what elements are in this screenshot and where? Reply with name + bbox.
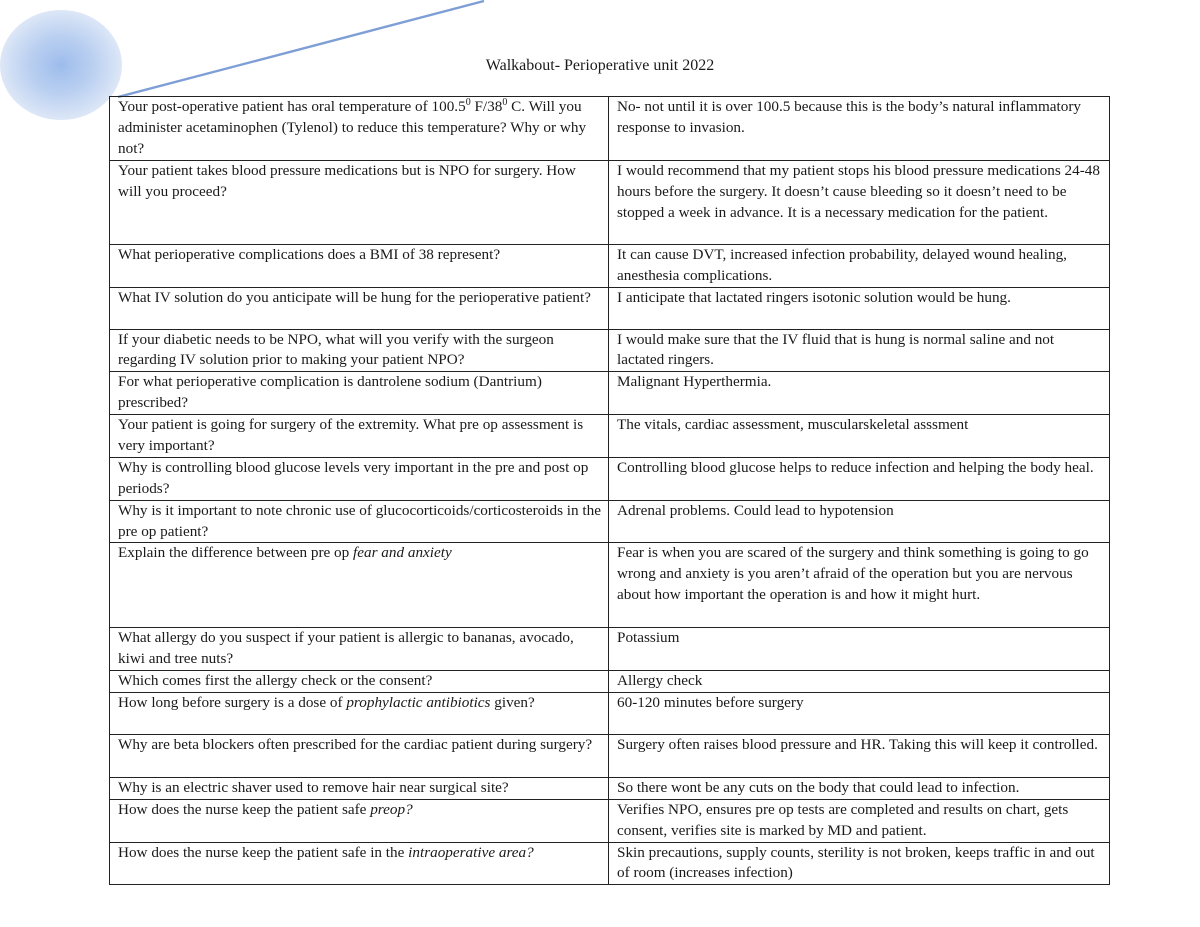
table-row (110, 161, 1110, 245)
table-row (110, 842, 1110, 885)
table-row (110, 671, 1110, 693)
table-row (110, 287, 1110, 329)
question-cell: How does the nurse keep the patient safe preop? (110, 799, 609, 842)
question-cell: Which comes first the allergy check or the consent? (110, 671, 609, 693)
answer-cell: It can cause DVT, increased infection probability, delayed wound healing, anesthesia complications. (609, 245, 1110, 288)
answer-cell: Controlling blood glucose helps to reduce infection and helping the body heal. (609, 457, 1110, 500)
answer-cell: I anticipate that lactated ringers isotonic solution would be hung. (609, 287, 1110, 329)
question-cell: Your patient is going for surgery of the extremity. What pre op assessment is very important? (110, 415, 609, 458)
table-row (110, 329, 1110, 372)
qa-table (109, 96, 1110, 885)
answer-cell: I would make sure that the IV fluid that is hung is normal saline and not lactated ringers. (609, 329, 1110, 372)
table-row (110, 415, 1110, 458)
bubble-callout-line (118, 1, 484, 97)
table-row (110, 799, 1110, 842)
question-cell: Your patient takes blood pressure medications but is NPO for surgery. How will you proceed? (110, 161, 609, 245)
table-row (110, 628, 1110, 671)
answer-cell: 60-120 minutes before surgery (609, 693, 1110, 735)
answer-cell: The vitals, cardiac assessment, muscularskeletal asssment (609, 415, 1110, 458)
question-cell: If your diabetic needs to be NPO, what will you verify with the surgeon regarding IV solution prior to making your patient NPO? (110, 329, 609, 372)
answer-cell: Potassium (609, 628, 1110, 671)
answer-cell: Fear is when you are scared of the surgery and think something is going to go wrong and anxiety is you aren’t afraid of the operation but you are nervous about how important the operation is and how it might hurt. (609, 543, 1110, 628)
answer-cell: I would recommend that my patient stops his blood pressure medications 24-48 hours before the surgery. It doesn’t cause bleeding so it doesn’t need to be stopped a week in advance. It is a necessary medication for the patient. (609, 161, 1110, 245)
table-row (110, 693, 1110, 735)
table-row (110, 457, 1110, 500)
answer-cell: Skin precautions, supply counts, sterility is not broken, keeps traffic in and out of room (increases infection) (609, 842, 1110, 885)
table-row (110, 778, 1110, 800)
question-cell: Why is controlling blood glucose levels very important in the pre and post op periods? (110, 457, 609, 500)
table-row (110, 735, 1110, 778)
question-cell: Why is an electric shaver used to remove hair near surgical site? (110, 778, 609, 800)
question-cell: What allergy do you suspect if your patient is allergic to bananas, avocado, kiwi and tree nuts? (110, 628, 609, 671)
question-cell: How long before surgery is a dose of prophylactic antibiotics given? (110, 693, 609, 735)
answer-cell: Adrenal problems. Could lead to hypotension (609, 500, 1110, 543)
question-cell: Your post-operative patient has oral temperature of 100.5$^0$ $F/38^0$ C. Will you administer acetaminophen (Tylenol) to reduce this temperature? Why or why not? (110, 97, 609, 161)
answer-cell: Allergy check (609, 671, 1110, 693)
question-cell: How does the nurse keep the patient safe in the intraoperative area? (110, 842, 609, 885)
answer-cell: So there wont be any cuts on the body that could lead to infection. (609, 778, 1110, 800)
question-cell: What IV solution do you anticipate will be hung for the perioperative patient? (110, 287, 609, 329)
question-cell: For what perioperative complication is dantrolene sodium (Dantrium) prescribed? (110, 372, 609, 415)
question-cell: Explain the difference between pre op fear and anxiety (110, 543, 609, 628)
answer-cell: Surgery often raises blood pressure and HR. Taking this will keep it controlled. (609, 735, 1110, 778)
answer-cell: No- not until it is over 100.5 because this is the body’s natural inflammatory response to invasion. (609, 97, 1110, 161)
question-cell: What perioperative complications does a BMI of 38 represent? (110, 245, 609, 288)
question-cell: Why is it important to note chronic use of glucocorticoids/corticosteroids in the pre op patient? (110, 500, 609, 543)
document-title: Walkabout- Perioperative unit 2022 (485, 57, 715, 74)
question-cell: Why are beta blockers often prescribed for the cardiac patient during surgery? (110, 735, 609, 778)
table-row (110, 245, 1110, 288)
answer-cell: Verifies NPO, ensures pre op tests are completed and results on chart, gets consent, verifies site is marked by MD and patient. (609, 799, 1110, 842)
table-row (110, 543, 1110, 628)
table-row (110, 97, 1110, 161)
table-row (110, 500, 1110, 543)
table-row (110, 372, 1110, 415)
answer-cell: Malignant Hyperthermia. (609, 372, 1110, 415)
